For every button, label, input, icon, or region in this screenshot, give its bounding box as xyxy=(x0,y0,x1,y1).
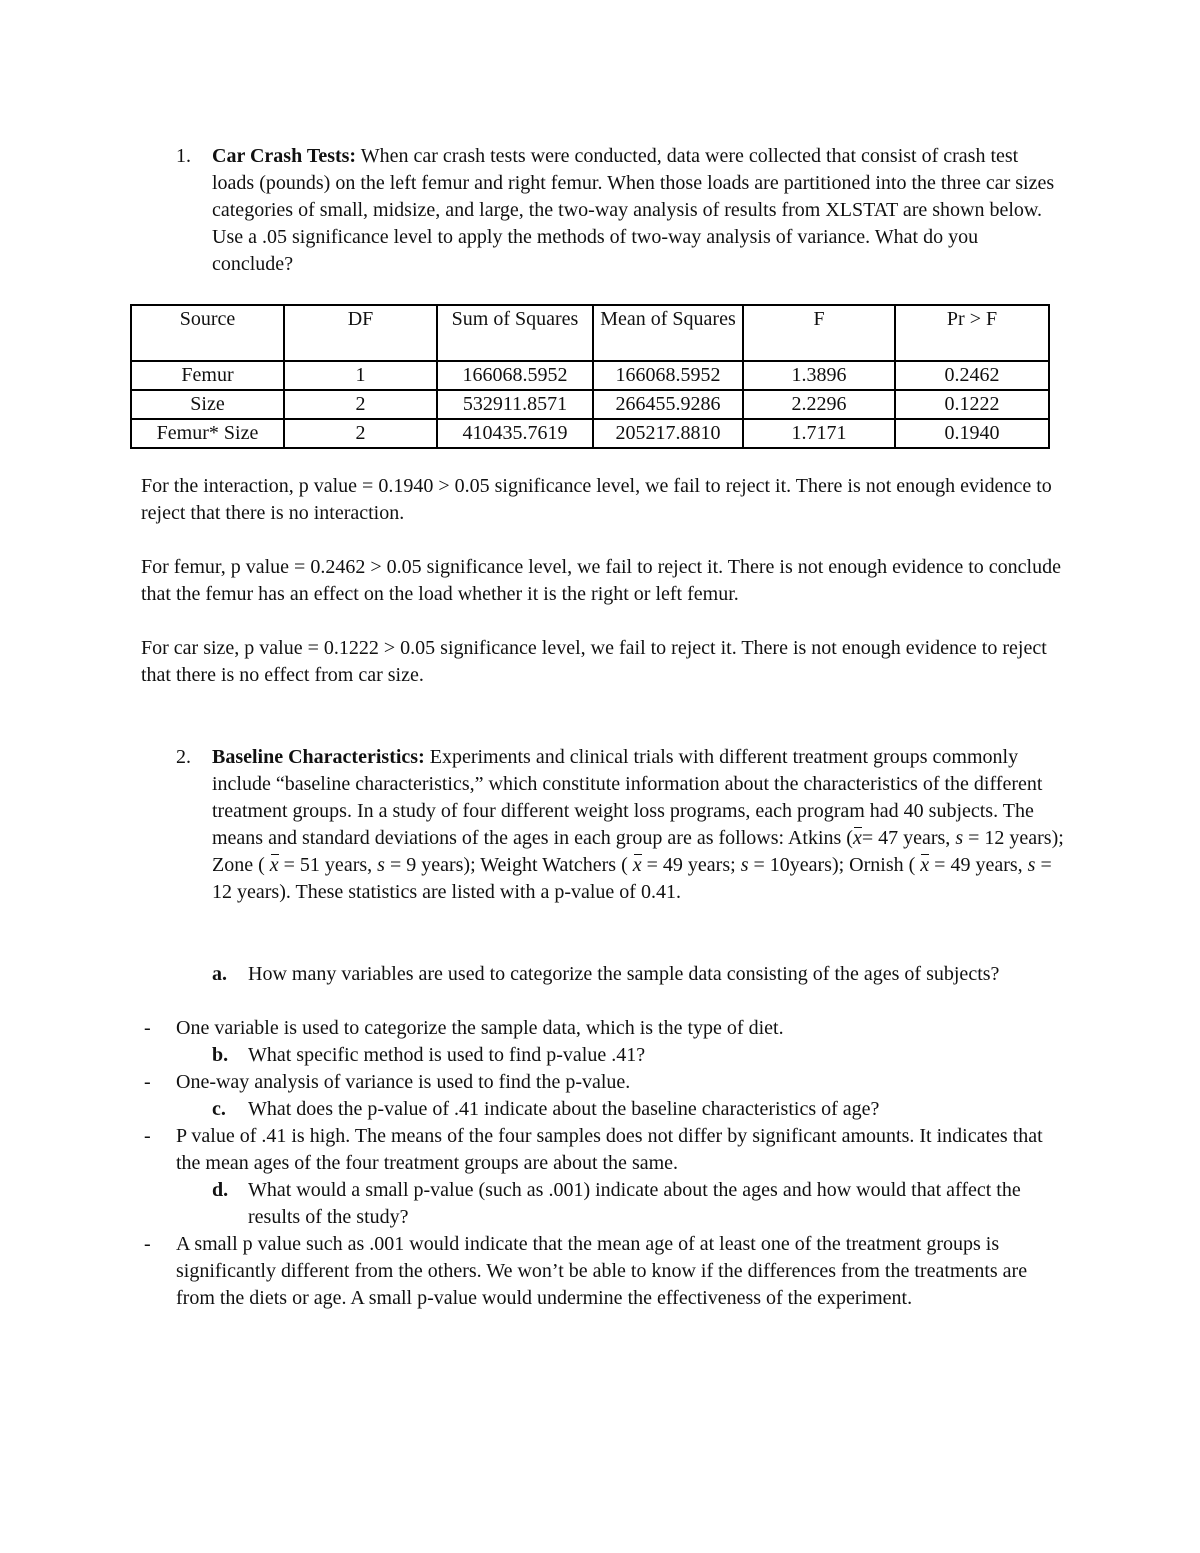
cell-source: Femur* Size xyxy=(131,419,284,448)
ornish-mean: = 49 years, xyxy=(929,854,1028,876)
part-d-text: What would a small p-value (such as .001) indicate about the ages and how would that affect the results of the study? xyxy=(248,1179,1021,1228)
cell-source: Femur xyxy=(131,361,284,390)
ornish-sd: = 12 years). These statistics are listed with a p-value of 0.41. xyxy=(212,854,1052,903)
header-f: F xyxy=(743,305,895,361)
cell-df: 2 xyxy=(284,419,437,448)
table-row xyxy=(131,390,1049,419)
cell-p: 0.1222 xyxy=(895,390,1049,419)
part-b-question xyxy=(212,1042,1062,1069)
bullet-dash: - xyxy=(144,1125,151,1147)
zone-mean: = 51 years, xyxy=(278,854,378,876)
question-2-number: 2. xyxy=(176,746,191,768)
s-symbol: s xyxy=(955,827,964,849)
part-c-text: What does the p-value of .41 indicate about the baseline characteristics of age? xyxy=(248,1098,880,1120)
zone-sd: = 9 years); Weight Watchers ( xyxy=(384,854,633,876)
part-a-text: How many variables are used to categorize the sample data consisting of the ages of subjects? xyxy=(248,963,1000,985)
xbar-symbol: x xyxy=(853,825,862,852)
question-2-intro: Experiments and clinical trials with different treatment groups commonly include “baseline characteristics,” which constitute information about the characteristics of the different treatment groups. In a study of four different weight loss programs, each program had 40 subjects. The means and standard deviations of the ages in each group are as follows: Atkins ( xyxy=(212,746,1043,849)
cell-df: 1 xyxy=(284,361,437,390)
header-pr-f: Pr > F xyxy=(895,305,1049,361)
part-d-answer-text: A small p value such as .001 would indicate that the mean age of at least one of the treatment groups is significantly different from the others. We won’t be able to know if the differences from the treatments are from the diets or age. A small p-value would undermine the effectiveness of the experiment. xyxy=(176,1233,1028,1309)
table-row xyxy=(131,419,1049,448)
question-1-text: When car crash tests were conducted, data were collected that consist of crash test loads (pounds) on the left femur and right femur. When those loads are partitioned into the three car sizes categories of small, midsize, and large, the two-way analysis of results from XLSTAT are shown below. Use a .05 significance level to apply the methods of two-way analysis of variance. What do you conclude? xyxy=(212,145,1055,275)
question-1-title: Car Crash Tests: xyxy=(212,145,357,167)
part-a-letter: a. xyxy=(212,963,227,985)
cell-ms: 266455.9286 xyxy=(593,390,743,419)
question-2-body xyxy=(212,744,1066,906)
part-b-answer xyxy=(144,1069,1064,1096)
bullet-dash: - xyxy=(144,1017,151,1039)
xbar-symbol: x xyxy=(633,852,642,879)
xbar-symbol: x xyxy=(270,852,279,879)
cell-ms: 166068.5952 xyxy=(593,361,743,390)
atkins-sd: = 12 years); Zone ( xyxy=(212,827,1064,876)
cell-ss: 166068.5952 xyxy=(437,361,593,390)
header-sum-of-squares: Sum of Squares xyxy=(437,305,593,361)
cell-source: Size xyxy=(131,390,284,419)
question-2-title: Baseline Characteristics: xyxy=(212,746,425,768)
header-mean-of-squares: Mean of Squares xyxy=(593,305,743,361)
part-d-answer xyxy=(144,1231,1064,1312)
cell-f: 1.3896 xyxy=(743,361,895,390)
header-df: DF xyxy=(284,305,437,361)
anova-table xyxy=(130,304,1050,449)
part-b-letter: b. xyxy=(212,1044,229,1066)
s-symbol: s xyxy=(377,854,385,876)
cell-p: 0.1940 xyxy=(895,419,1049,448)
cell-ss: 532911.8571 xyxy=(437,390,593,419)
part-a-question xyxy=(212,961,1062,988)
question-1-body xyxy=(212,143,1056,278)
table-row xyxy=(131,361,1049,390)
part-b-text: What specific method is used to find p-value .41? xyxy=(248,1044,646,1066)
atkins-mean: = 47 years, xyxy=(861,827,956,849)
s-symbol: s xyxy=(1027,854,1036,876)
part-a-answer xyxy=(144,1015,1064,1042)
bullet-dash: - xyxy=(144,1071,151,1093)
weight-watchers-mean: = 49 years; xyxy=(641,854,741,876)
part-c-answer-text: P value of .41 is high. The means of the four samples does not differ by significant amounts. It indicates that the mean ages of the four treatment groups are about the same. xyxy=(176,1125,1043,1174)
cell-f: 1.7171 xyxy=(743,419,895,448)
cell-ss: 410435.7619 xyxy=(437,419,593,448)
bullet-dash: - xyxy=(144,1233,151,1255)
part-d-letter: d. xyxy=(212,1179,229,1201)
conclusion-car-size: For car size, p value = 0.1222 > 0.05 significance level, we fail to reject it. There is not enough evidence to reject that there is no effect from car size. xyxy=(141,637,1047,686)
part-a-answer-text: One variable is used to categorize the sample data, which is the type of diet. xyxy=(176,1017,784,1039)
weight-watchers-sd: = 10years); Ornish ( xyxy=(748,854,921,876)
cell-df: 2 xyxy=(284,390,437,419)
conclusion-femur: For femur, p value = 0.2462 > 0.05 significance level, we fail to reject it. There is not enough evidence to conclude that the femur has an effect on the load whether it is the right or left femur. xyxy=(141,556,1061,605)
question-1-number: 1. xyxy=(176,145,191,167)
question-1 xyxy=(176,143,1056,278)
header-source: Source xyxy=(131,305,284,361)
part-d-question xyxy=(212,1177,1062,1231)
s-symbol: s xyxy=(740,854,749,876)
xbar-symbol: x xyxy=(920,852,929,879)
conclusion-interaction: For the interaction, p value = 0.1940 > 0.05 significance level, we fail to reject it. There is not enough evidence to reject that there is no interaction. xyxy=(141,475,1052,524)
part-c-answer xyxy=(144,1123,1064,1177)
cell-ms: 205217.8810 xyxy=(593,419,743,448)
part-c-letter: c. xyxy=(212,1098,226,1120)
part-b-answer-text: One-way analysis of variance is used to find the p-value. xyxy=(176,1071,631,1093)
cell-f: 2.2296 xyxy=(743,390,895,419)
question-2 xyxy=(176,744,1066,906)
anova-header-row xyxy=(131,305,1049,361)
cell-p: 0.2462 xyxy=(895,361,1049,390)
part-c-question xyxy=(212,1096,1062,1123)
